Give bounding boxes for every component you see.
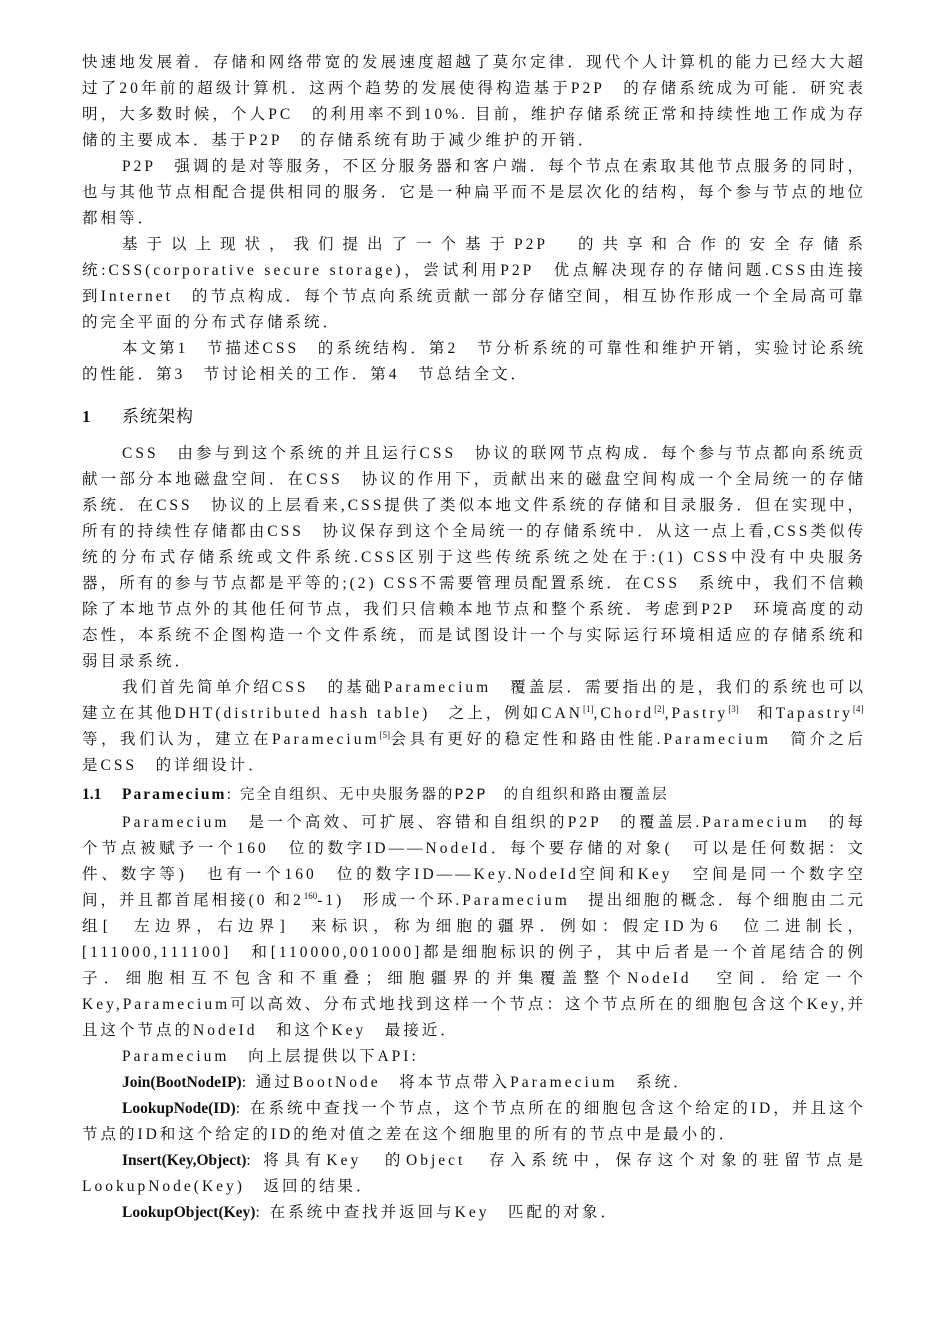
api-name: Insert(Key,Object) — [122, 1152, 247, 1169]
section-1-paragraph-1: CSS 由参与到这个系统的并且运行CSS 协议的联网节点构成．每个参与节点都向系统贡献一部分本地磁盘空间．在CSS 协议的作用下，贡献出来的磁盘空间构成一个全局统一的存储系统．在CSS 协议的上层看来,CSS提供了类似本地文件系统的存储和目录服务．但在实现中，所有的持续性存储都由CSS 协议保存到这个全局统一的存储系统中．从这一点上看,CSS类似传统的分布式存储系统或文件系统.CSS区别于这些传统系统之处在于:(1) CSS中没有中央服务器，所有的参与节点都是平等的;(2) CSS不需要管理员配置系统．在CSS 系统中，我们不信赖除了本地节点外的其他任何节点，我们只信赖本地节点和整个系统．考虑到P2P 环境高度的动态性，本系统不企图构造一个文件系统，而是试图设计一个与实际运行环境相适应的存储系统和弱目录系统． — [82, 445, 866, 670]
paragraph-intro-2: P2P 强调的是对等服务，不区分服务器和客户端．每个节点在索取其他节点服务的同时，也与其他节点相配合提供相同的服务．它是一种扁平而不是层次化的结构，每个参与节点的地位都相等． — [82, 158, 866, 227]
section-1-paragraph-2: 我们首先简单介绍CSS 的基础Paramecium 覆盖层．需要指出的是，我们的系统也可以建立在其他DHT(distributed hash table) 之上，例如CAN[1],Chord[2],Pastry[3] 和Tapastry[4] 等，我们认为，建立在Paramecium[5]会具有更好的稳定性和路由性能.Paramecium 简介之后是CSS 的详细设计． — [82, 679, 882, 774]
api-join: Join(BootNodeIP): 通过BootNode 将本节点带入Paramecium 系统． — [122, 1074, 692, 1091]
citation: [4] — [852, 703, 864, 714]
paper-page — [82, 50, 882, 1226]
citation: [1] — [583, 703, 594, 714]
paragraph-intro-1: 快速地发展着．存储和网络带宽的发展速度超越了莫尔定律．现代个人计算机的能力已经大大超过了20年前的超级计算机．这两个趋势的发展使得构造基于P2P 的存储系统成为可能．研究表明，大多数时候，个人PC 的利用率不到10%. 目前，维护存储系统正常和持续性地工作成为存储的主要成本．基于P2P 的存储系统有助于减少维护的开销． — [82, 54, 866, 149]
api-name: Join(BootNodeIP) — [122, 1074, 242, 1091]
section-1-title: 系统架构 — [122, 407, 194, 427]
exponent: 160 — [303, 890, 318, 901]
paragraph-intro-3: 基于以上现状，我们提出了一个基于P2P 的共享和合作的安全存储系统:CSS(corporative secure storage)，尝试利用P2P 优点解决现存的存储问题.CSS由连接到Internet 的节点构成．每个节点向系统贡献一部分存储空间，相互协作形成一个全局高可靠的完全平面的分布式存储系统． — [82, 236, 866, 331]
section-1-number: 1 — [82, 407, 92, 426]
section-1-1-title-rest: : 完全自组织、无中央服务器的P2P 的自组织和路由覆盖层 — [226, 787, 669, 803]
api-intro: Paramecium 向上层提供以下API: — [122, 1048, 419, 1065]
api-name: LookupNode(ID) — [122, 1100, 236, 1117]
api-name: LookupObject(Key) — [122, 1204, 256, 1221]
api-insert: Insert(Key,Object): 将具有Key 的Object 存入系统中，保存这个对象的驻留节点是LookupNode(Key) 返回的结果． — [82, 1152, 866, 1195]
paragraph-intro-4: 本文第1 节描述CSS 的系统结构．第2 节分析系统的可靠性和维护开销，实验讨论系统的性能．第3 节讨论相关的工作．第4 节总结全文． — [82, 340, 866, 383]
section-1-1-paragraph-1: Paramecium 是一个高效、可扩展、容错和自组织的P2P 的覆盖层.Paramecium 的每个节点被赋予一个160 位的数字ID——NodeId．每个要存储的对象( 可以是任何数据：文件、数字等) 也有一个160 位的数字ID——Key.NodeId空间和Key 空间是同一个数字空间，并且都首尾相接(0 和$2^{160}-1$) 形成一个环.Paramecium 提出细胞的概念．每个细胞由二元组[ 左边界，右边界] 来标识，称为细胞的疆界．例如：假定ID为6 位二进制长，[111000,111100] 和[110000,001000]都是细胞标识的例子，其中后者是一个首尾结合的例子．细胞相互不包含和不重叠；细胞疆界的并集覆盖整个NodeId 空间．给定一个Key,Paramecium可以高效、分布式地找到这样一个节点：这个节点所在的细胞包含这个Key,并且这个节点的NodeId 和这个Key 最接近． — [82, 814, 866, 1039]
citation: [3] — [728, 703, 739, 714]
citation: [5] — [379, 729, 391, 740]
api-lookupnode: LookupNode(ID): 在系统中查找一个节点，这个节点所在的细胞包含这个给定的ID，并且这个节点的ID和这个给定的ID的绝对值之差在这个细胞里的所有的节点中是最小的． — [82, 1100, 866, 1143]
api-lookupobject: LookupObject(Key): 在系统中查找并返回与Key 匹配的对象． — [122, 1204, 619, 1221]
citation: [2] — [654, 703, 665, 714]
section-1-1-number: 1.1 — [82, 786, 102, 803]
section-1-heading — [82, 402, 866, 427]
section-1-1-title-bold: Paramecium — [122, 786, 227, 803]
section-1-1-heading — [82, 783, 866, 804]
